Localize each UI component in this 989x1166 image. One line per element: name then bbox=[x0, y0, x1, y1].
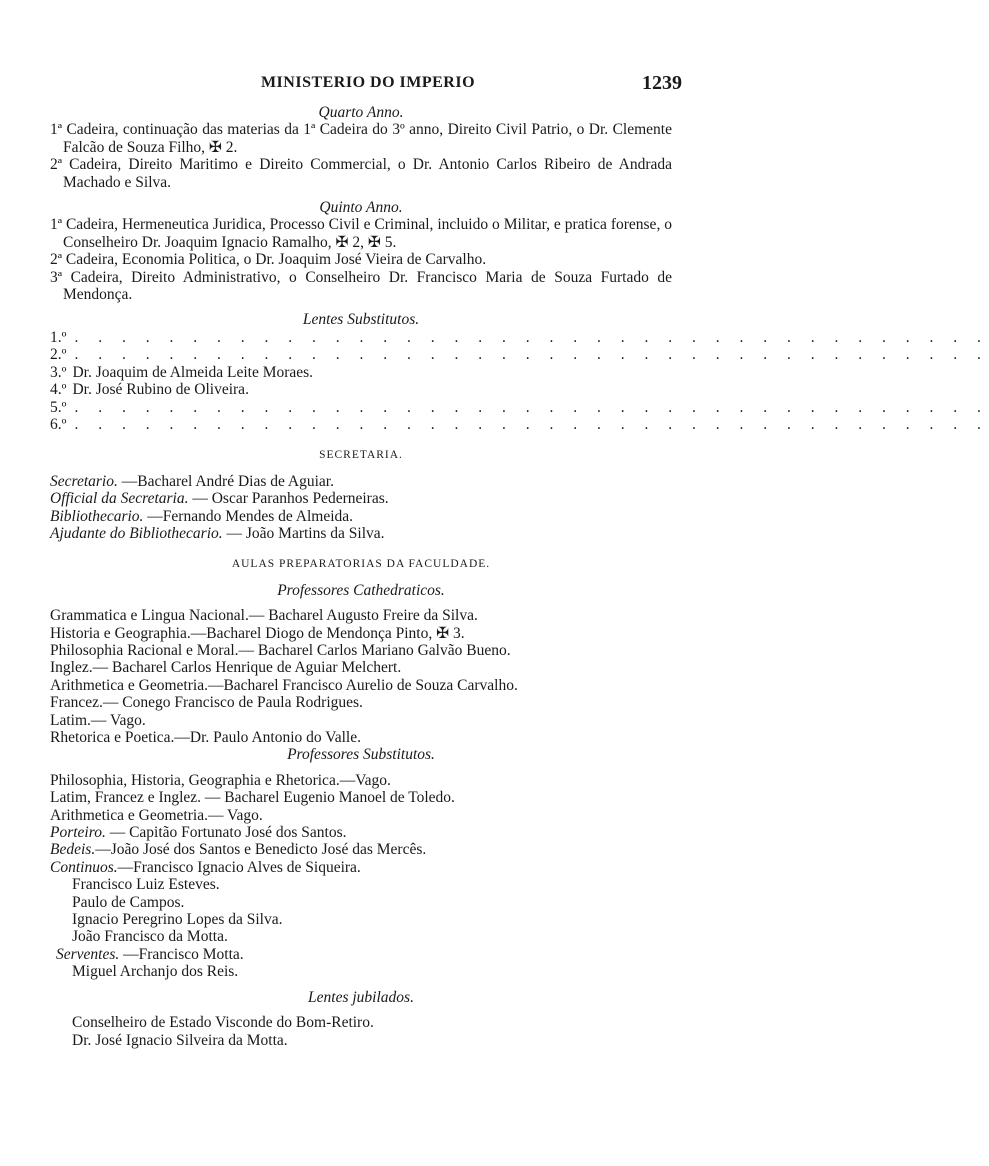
quarto-anno-entry: 2ª Cadeira, Direito Maritimo e Direito Commercial, o Dr. Antonio Carlos Ribeiro de Andrada Machado e Silva. bbox=[50, 156, 672, 191]
lente-row bbox=[50, 381, 672, 398]
jubilados-heading: Lentes jubilados. bbox=[308, 988, 414, 1006]
person-name: —Bacharel André Dias de Aguiar. bbox=[117, 472, 334, 490]
quarto-anno-entry: 1ª Cadeira, continuação das materias da 1ª Cadeira do 3º anno, Direito Civil Patrio, o Dr. Clemente Falcão de Souza Filho, ✠ 2. bbox=[50, 121, 672, 156]
running-title: MINISTERIO DO IMPERIO bbox=[260, 74, 476, 91]
jubilado-name: Dr. José Ignacio Silveira da Motta. bbox=[72, 1031, 288, 1049]
professor-row: Latim, Francez e Inglez. — Bacharel Eugenio Manoel de Toledo. bbox=[50, 789, 455, 807]
professor-row: Arithmetica e Geometria.—Bacharel Francisco Aurelio de Souza Carvalho. bbox=[50, 676, 518, 694]
dot-leader: . . . . . . . . . . . . . . . . . . . . . . . . . . . . . . . . . . . . . . . bbox=[74, 415, 989, 433]
role-title: Bedeis. bbox=[50, 841, 96, 859]
servente-name: Miguel Archanjo dos Reis. bbox=[72, 963, 239, 981]
lente-row bbox=[50, 328, 989, 346]
lente-row bbox=[50, 398, 989, 416]
cathedraticos-heading: Professores Cathedraticos. bbox=[277, 581, 445, 599]
continuo-name: Francisco Luiz Esteves. bbox=[72, 876, 220, 894]
substitutos-heading: Professores Substitutos. bbox=[287, 746, 435, 764]
staff-row bbox=[50, 946, 672, 963]
lente-number: 4.º bbox=[50, 381, 67, 399]
professor-row: Francez.— Conego Francisco de Paula Rodrigues. bbox=[50, 694, 363, 712]
jubilado-name: Conselheiro de Estado Visconde do Bom-Retiro. bbox=[72, 1014, 374, 1032]
staff-row bbox=[50, 859, 672, 876]
secretaria-heading: SECRETARIA. bbox=[319, 449, 403, 462]
quinto-anno-entry: 1ª Cadeira, Hermeneutica Juridica, Processo Civil e Criminal, incluido o Militar, e pratica forense, o Conselheiro Dr. Joaquim Ignacio Ramalho, ✠ 2, ✠ 5. bbox=[50, 216, 672, 251]
secretaria-row bbox=[50, 490, 672, 507]
lentes-substitutos-list bbox=[50, 328, 989, 433]
quinto-anno-entry: 3ª Cadeira, Direito Administrativo, o Conselheiro Dr. Francisco Maria de Souza Furtado de Mendonça. bbox=[50, 268, 672, 304]
lentes-substitutos-heading: Lentes Substitutos. bbox=[302, 311, 420, 329]
person-name: — Capitão Fortunato José dos Santos. bbox=[105, 824, 347, 842]
lente-row bbox=[50, 364, 672, 381]
professor-row: Philosophia Racional e Moral.— Bacharel Carlos Mariano Galvão Bueno. bbox=[50, 641, 511, 659]
secretaria-list bbox=[50, 473, 672, 543]
lente-number: 1.º bbox=[50, 328, 67, 346]
professor-row: Arithmetica e Geometria.— Vago. bbox=[50, 806, 263, 824]
quarto-anno-heading: Quarto Anno. bbox=[318, 104, 404, 121]
person-name: —Francisco Ignacio Alves de Siqueira. bbox=[117, 858, 361, 876]
continuo-name: João Francisco da Motta. bbox=[72, 928, 228, 946]
quinto-anno-heading: Quinto Anno. bbox=[319, 199, 403, 217]
professor-row: Historia e Geographia.—Bacharel Diogo de Mendonça Pinto, ✠ 3. bbox=[50, 624, 465, 642]
staff-row bbox=[50, 841, 672, 858]
cathedraticos-list bbox=[50, 607, 672, 746]
lente-name: Dr. José Rubino de Oliveira. bbox=[72, 381, 249, 399]
role-title: Ajudante do Bibliothecario. bbox=[50, 524, 223, 542]
lente-number: 5.º bbox=[50, 398, 67, 416]
person-name: — João Martins da Silva. bbox=[222, 524, 385, 542]
secretaria-row bbox=[50, 473, 672, 490]
professor-row: Inglez.— Bacharel Carlos Henrique de Aguiar Melchert. bbox=[50, 659, 402, 677]
dot-leader: . . . . . . . . . . . . . . . . . . . . . . . . . . . . . . . . . . . . . . . bbox=[74, 346, 989, 364]
lente-row bbox=[50, 346, 989, 364]
lente-row bbox=[50, 415, 989, 433]
person-name: —João José dos Santos e Benedicto José das Mercês. bbox=[95, 841, 427, 859]
role-title: Official da Secretaria. bbox=[50, 490, 189, 508]
role-title: Porteiro. bbox=[50, 824, 106, 842]
lente-number: 6.º bbox=[50, 415, 67, 433]
running-head bbox=[0, 72, 736, 98]
professor-row: Rhetorica e Poetica.—Dr. Paulo Antonio do Valle. bbox=[50, 729, 361, 746]
professor-row: Latim.— Vago. bbox=[50, 711, 146, 729]
aulas-heading: AULAS PREPARATORIAS DA FACULDADE. bbox=[231, 558, 491, 571]
person-name: — Oscar Paranhos Pederneiras. bbox=[188, 490, 389, 508]
staff-row bbox=[50, 824, 672, 841]
role-title: Continuos. bbox=[50, 858, 118, 876]
role-title: Secretario. bbox=[50, 472, 118, 490]
secretaria-row bbox=[50, 508, 672, 525]
role-title: Bibliothecario. bbox=[50, 507, 144, 525]
continuo-name: Ignacio Peregrino Lopes da Silva. bbox=[72, 911, 283, 929]
lente-name: Dr. Joaquim de Almeida Leite Moraes. bbox=[72, 363, 314, 381]
secretaria-row bbox=[50, 525, 672, 542]
jubilados-list bbox=[50, 1014, 672, 1049]
person-name: —Fernando Mendes de Almeida. bbox=[143, 507, 354, 525]
professor-row: Philosophia, Historia, Geographia e Rhetorica.—Vago. bbox=[50, 771, 391, 789]
lente-number: 3.º bbox=[50, 363, 67, 381]
substitutos-list bbox=[50, 772, 672, 981]
person-name: —Francisco Motta. bbox=[119, 945, 244, 963]
dot-leader: . . . . . . . . . . . . . . . . . . . . . . . . . . . . . . . . . . . . . . . bbox=[74, 328, 989, 346]
role-title: Serventes. bbox=[56, 945, 120, 963]
page-content bbox=[50, 104, 989, 1049]
page-number: 1239 bbox=[642, 72, 682, 94]
quinto-anno-entry: 2ª Cadeira, Economia Politica, o Dr. Joaquim José Vieira de Carvalho. bbox=[50, 251, 487, 269]
lente-number: 2.º bbox=[50, 346, 67, 364]
professor-row: Grammatica e Lingua Nacional.— Bacharel Augusto Freire da Silva. bbox=[50, 607, 478, 625]
dot-leader: . . . . . . . . . . . . . . . . . . . . . . . . . . . . . . . . . . . . . . . bbox=[74, 398, 989, 416]
continuo-name: Paulo de Campos. bbox=[72, 893, 185, 911]
